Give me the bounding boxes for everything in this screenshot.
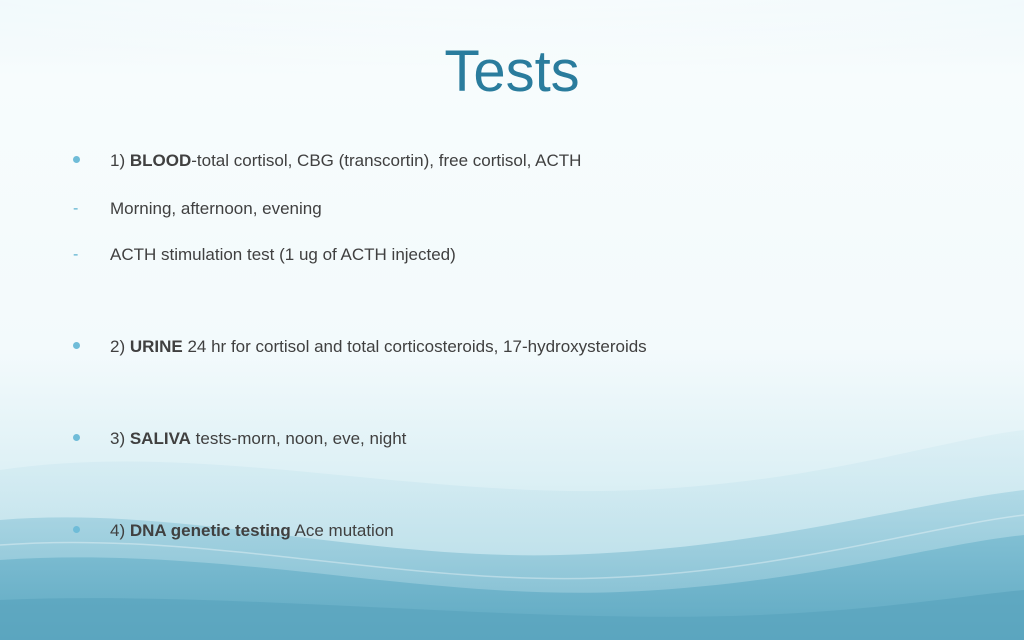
- item-detail: 24 hr for cortisol and total corticosteroids, 17-hydroxysteroids: [182, 337, 647, 356]
- bullet-icon: [72, 150, 110, 172]
- item-number: 1): [110, 151, 130, 170]
- slide-title: Tests: [444, 39, 580, 104]
- list-item-blood: [72, 150, 581, 172]
- item-text: [110, 428, 406, 450]
- item-text: [110, 336, 647, 358]
- item-heading: DNA genetic testing: [129, 521, 291, 540]
- item-detail: -total cortisol, CBG (transcortin), free cortisol, ACTH: [191, 151, 582, 170]
- item-text: Morning, afternoon, evening: [110, 198, 322, 218]
- list-item-sub-acth: [72, 243, 456, 266]
- item-text: ACTH stimulation test (1 ug of ACTH injected): [110, 244, 456, 264]
- item-heading: SALIVA: [129, 429, 191, 448]
- list-item-sub-timing: [72, 197, 322, 220]
- item-number: 3): [110, 429, 130, 448]
- item-text: [110, 150, 581, 172]
- item-number: 2): [110, 337, 130, 356]
- item-detail: Ace mutation: [290, 521, 394, 540]
- item-heading: URINE: [129, 337, 183, 356]
- item-number: 4): [110, 521, 130, 540]
- bullet-icon: [72, 428, 110, 450]
- list-item-dna: [72, 520, 394, 542]
- dash-icon: -: [73, 246, 79, 263]
- item-heading: BLOOD: [129, 151, 192, 170]
- item-text: [110, 520, 394, 542]
- item-detail: tests-morn, noon, eve, night: [190, 429, 407, 448]
- list-item-saliva: [72, 428, 406, 450]
- list-item-urine: [72, 336, 647, 358]
- dash-icon: -: [73, 200, 79, 217]
- bullet-icon: [72, 336, 110, 358]
- bullet-icon: [72, 520, 110, 542]
